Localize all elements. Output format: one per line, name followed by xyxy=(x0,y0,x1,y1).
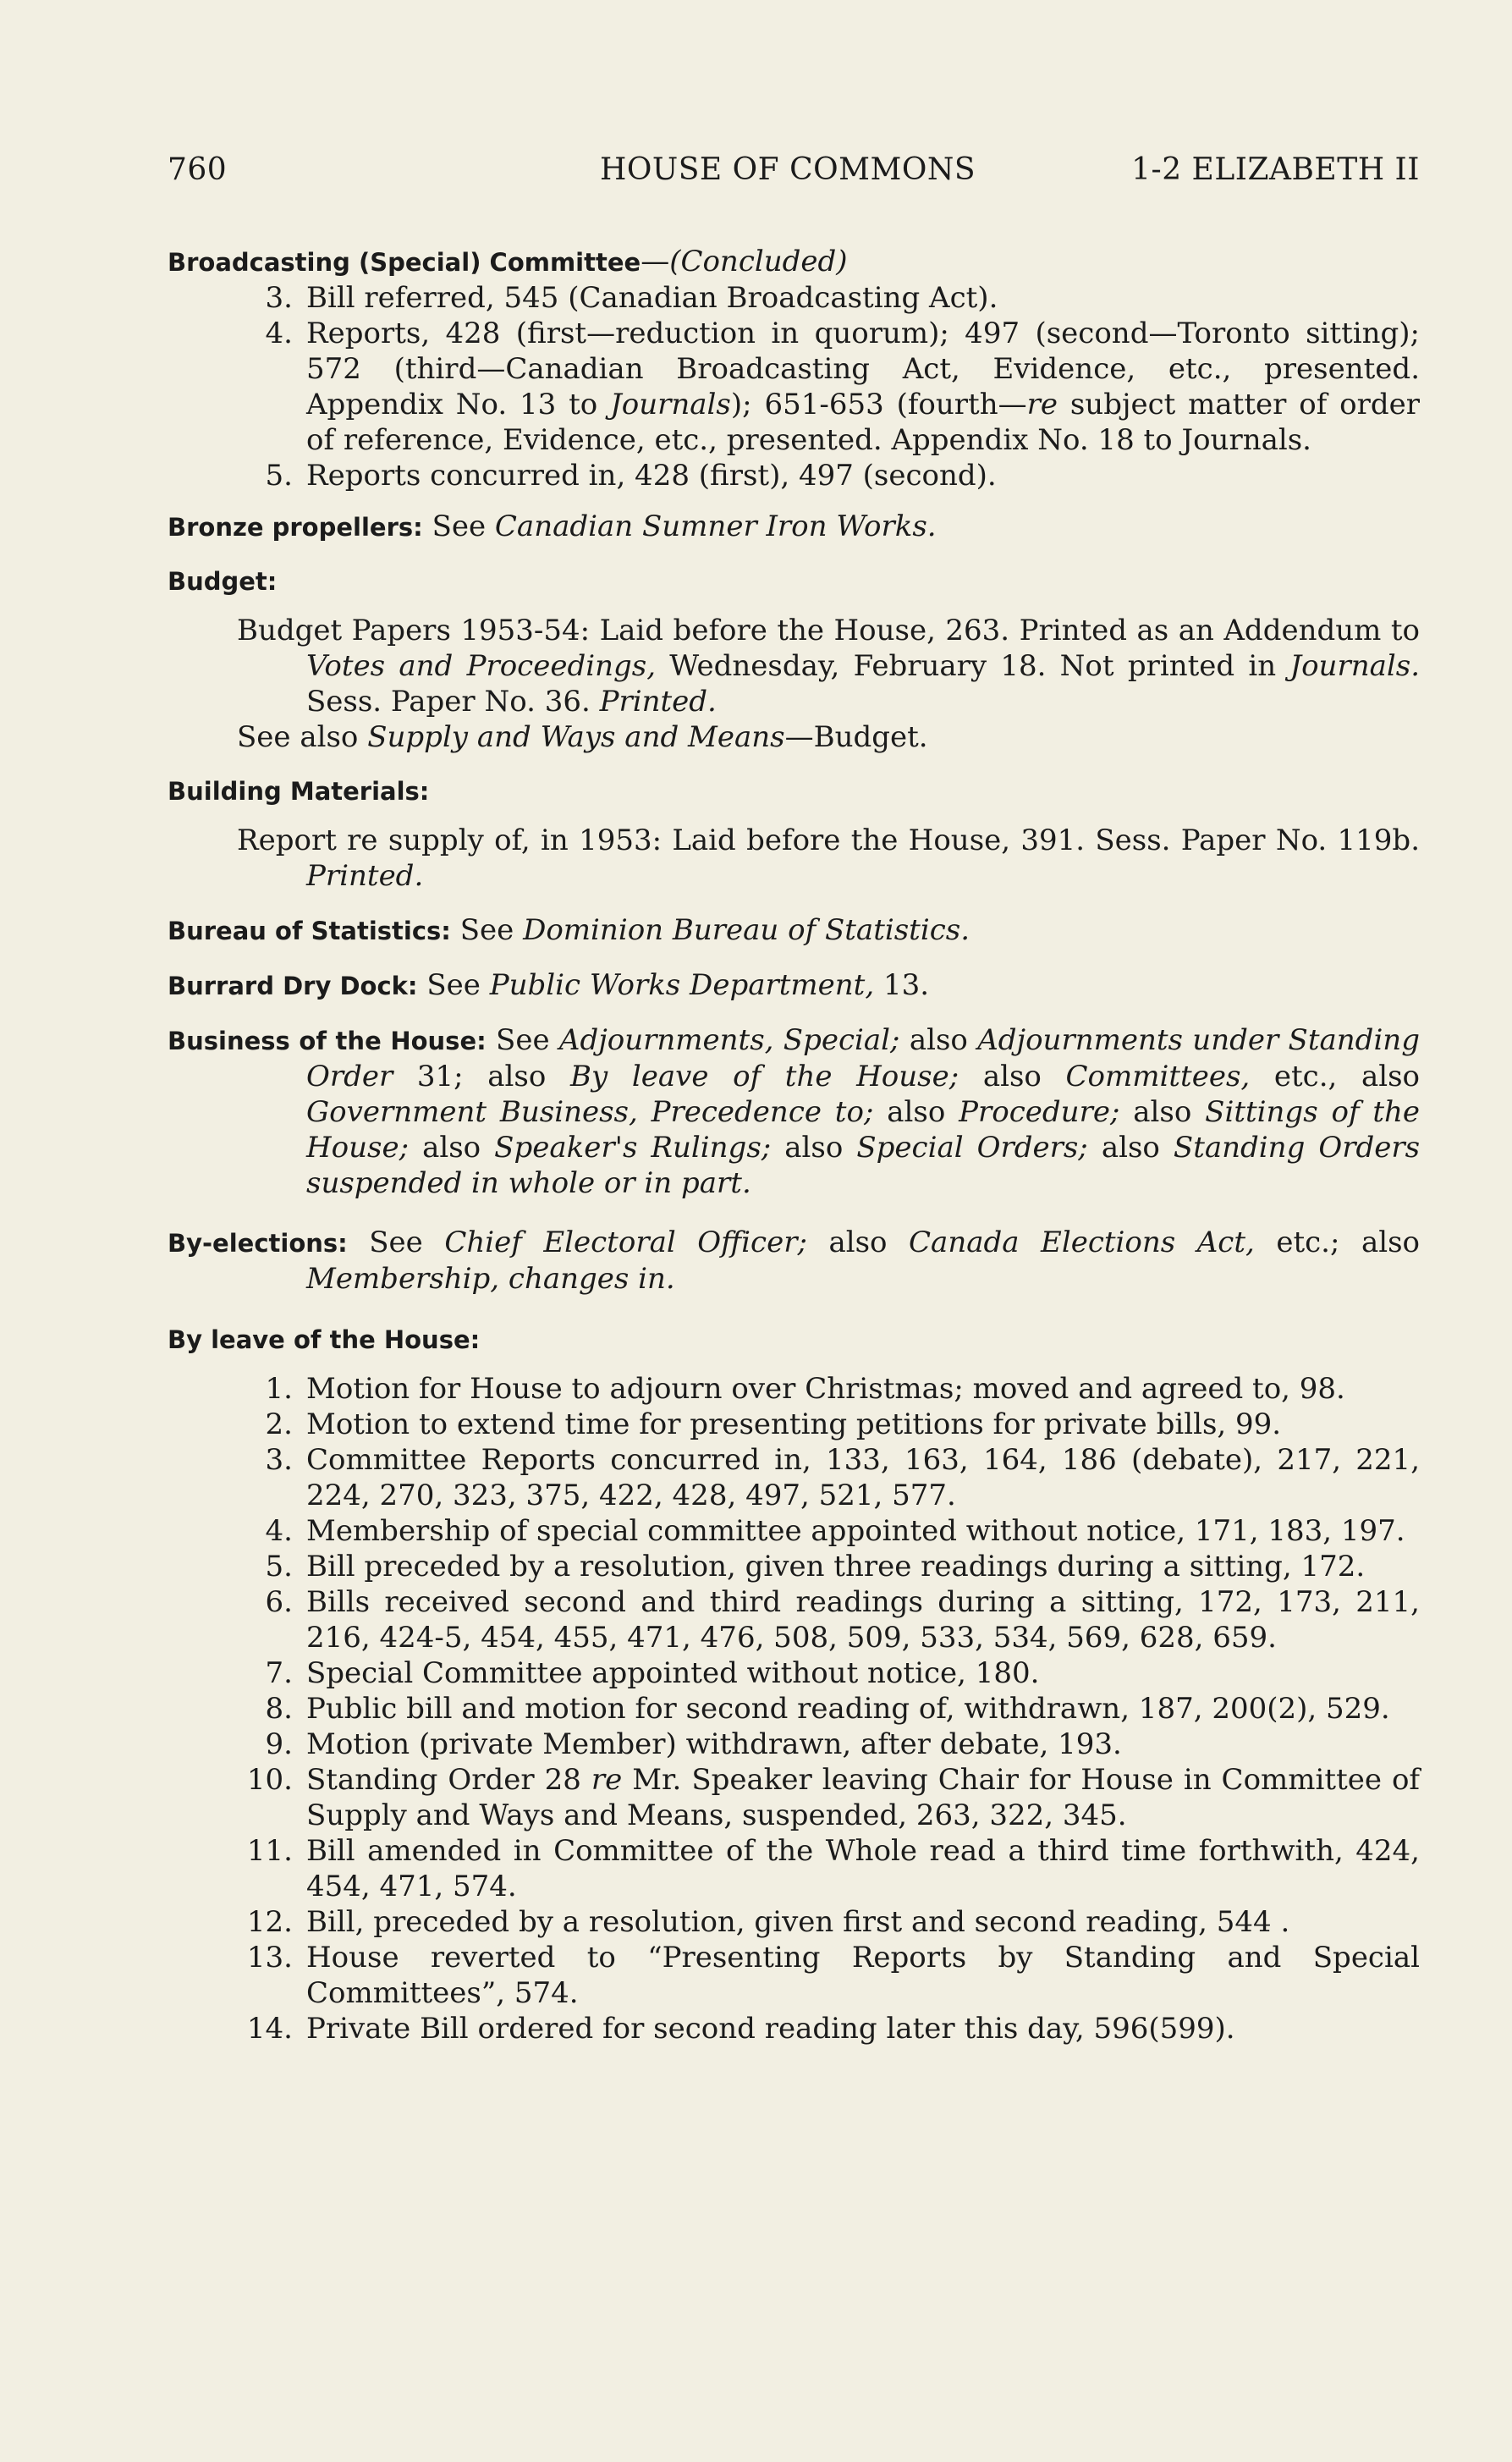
item-text: Standing Order 28 xyxy=(306,1763,591,1797)
cross-reference: Canadian Sumner Iron Works. xyxy=(494,509,937,543)
cross-reference: Standing Orders suspended in whole or in part. xyxy=(306,1131,1421,1200)
item-number: 4. xyxy=(265,1514,293,1548)
item-text: Bill, preceded by a resolution, given first and second reading, 544 . xyxy=(306,1905,1290,1939)
item-number: 11. xyxy=(246,1834,293,1868)
item-number: 3. xyxy=(265,281,293,315)
list-item xyxy=(168,2011,1420,2046)
list-item xyxy=(168,1727,1420,1762)
entry-heading: Bronze propellers: xyxy=(168,513,423,542)
cross-reference: Sittings of the House; xyxy=(306,1095,1421,1165)
cross-reference: Membership, changes in. xyxy=(306,1262,675,1296)
list-item xyxy=(168,280,1420,316)
see-word: See xyxy=(426,968,481,1002)
entry-heading: By leave of the House: xyxy=(168,1325,481,1354)
also-word: also xyxy=(1133,1095,1192,1129)
list-item xyxy=(168,1833,1420,1904)
cross-reference: Special Orders; xyxy=(856,1131,1088,1165)
item-number: 2. xyxy=(265,1407,293,1441)
numbered-list xyxy=(168,280,1420,493)
see-word: See xyxy=(496,1023,550,1057)
entry-heading: By-elections: xyxy=(168,1229,348,1258)
heading-dash: — xyxy=(641,245,670,278)
entry-heading: Bureau of Statistics: xyxy=(168,917,451,945)
entry-heading: Burrard Dry Dock: xyxy=(168,972,418,1000)
cross-reference: Journals. xyxy=(1289,649,1421,683)
para-text: Budget Papers 1953-54: Laid before the House, 263. Printed as an Addendum to xyxy=(237,614,1420,647)
running-title: HOUSE OF COMMONS xyxy=(600,152,976,187)
see-word: See xyxy=(459,913,514,947)
entry-bureau-of-statistics xyxy=(168,912,1420,949)
list-item xyxy=(168,1904,1420,1940)
item-text: Motion to extend time for presenting petitions for private bills, 99. xyxy=(306,1407,1282,1441)
list-item xyxy=(168,316,1420,458)
cross-reference: Chief Electoral Officer; xyxy=(444,1225,807,1259)
body-paragraph xyxy=(168,719,1420,755)
list-item xyxy=(168,458,1420,493)
index-content xyxy=(168,244,1420,2065)
para-text: See also xyxy=(237,720,368,754)
item-number: 5. xyxy=(265,1550,293,1584)
item-ref: re xyxy=(1026,388,1058,421)
cross-reference: Canada Elections Act, xyxy=(909,1225,1255,1259)
item-number: 9. xyxy=(265,1727,293,1761)
item-number: 6. xyxy=(265,1585,293,1619)
also-word: also xyxy=(982,1060,1042,1093)
item-number: 8. xyxy=(265,1692,293,1726)
also-word: also xyxy=(909,1023,968,1057)
page-ref: 13. xyxy=(882,968,930,1002)
item-number: 1. xyxy=(265,1372,293,1406)
item-text: Bill amended in Committee of the Whole read a third time forthwith, 424, 454, 471, 574. xyxy=(306,1834,1420,1903)
list-item xyxy=(168,1940,1420,2011)
item-number: 14. xyxy=(246,2012,293,2046)
also-word: also xyxy=(784,1131,844,1165)
item-text: subject matter of order of reference, Evidence, etc., presented. Appendix No. 18 to Journals. xyxy=(306,388,1420,457)
see-word: See xyxy=(369,1225,423,1259)
item-text: Committee Reports concurred in, 133, 163, 164, 186 (debate), 217, 221, 224, 270, 323, 375, 422, 428, 497, 521, 577. xyxy=(306,1443,1420,1512)
concluded-note: (Concluded) xyxy=(669,245,848,278)
cross-reference: Adjournments, Special; xyxy=(558,1023,900,1057)
item-ref: Journals xyxy=(610,388,731,421)
list-item xyxy=(168,1655,1420,1691)
entry-building-materials xyxy=(168,774,1420,894)
item-ref: re xyxy=(591,1763,623,1797)
entry-heading: Broadcasting (Special) Committee xyxy=(168,248,641,277)
item-text: Bill referred, 545 (Canadian Broadcasting Act). xyxy=(306,281,998,315)
item-text: Reports concurred in, 428 (first), 497 (second). xyxy=(306,459,997,493)
cross-reference: Adjournments under Standing Order xyxy=(306,1023,1420,1093)
also-word: also xyxy=(887,1095,946,1129)
para-text: Wednesday, February 18. Not printed in xyxy=(656,649,1290,683)
list-item xyxy=(168,1442,1420,1513)
para-text: etc., also xyxy=(1273,1060,1421,1093)
entry-broadcasting xyxy=(168,244,1420,493)
para-text: —Budget. xyxy=(784,720,928,754)
item-text: Private Bill ordered for second reading later this day, 596(599). xyxy=(306,2012,1235,2046)
list-item xyxy=(168,1371,1420,1407)
entry-heading: Building Materials: xyxy=(168,777,430,806)
regnal-years: 1-2 ELIZABETH II xyxy=(1131,152,1420,187)
see-word: See xyxy=(432,509,487,543)
item-number: 3. xyxy=(265,1443,293,1477)
item-number: 5. xyxy=(265,459,293,493)
item-number: 10. xyxy=(246,1763,293,1797)
item-text: Bill preceded by a resolution, given three readings during a sitting, 172. xyxy=(306,1550,1366,1584)
item-text: Membership of special committee appointed without notice, 171, 183, 197. xyxy=(306,1514,1405,1548)
item-text: ); 651-653 (fourth— xyxy=(730,388,1027,421)
item-number: 13. xyxy=(246,1941,293,1975)
cross-reference: Speaker's Rulings; xyxy=(494,1131,772,1165)
cross-reference: Votes and Proceedings, xyxy=(306,649,657,683)
entry-bronze-propellers xyxy=(168,509,1420,545)
entry-budget xyxy=(168,564,1420,755)
cross-reference: By leave of the House; xyxy=(570,1060,959,1093)
printed-note: Printed. xyxy=(306,859,424,893)
item-text: Motion for House to adjourn over Christmas; moved and agreed to, 98. xyxy=(306,1372,1345,1406)
entry-business-of-the-house xyxy=(168,1022,1420,1201)
entry-heading: Business of the House: xyxy=(168,1027,487,1055)
item-text: House reverted to “Presenting Reports by Standing and Special Committees”, 574. xyxy=(306,1941,1420,2010)
list-item xyxy=(168,1549,1420,1584)
page-number: 760 xyxy=(168,152,228,187)
item-text: Special Committee appointed without notice, 180. xyxy=(306,1656,1040,1690)
item-text: Mr. Speaker leaving Chair for House in Committee of Supply and Ways and Means, suspended, 263, 322, 345. xyxy=(306,1763,1420,1832)
cross-reference: Procedure; xyxy=(959,1095,1120,1129)
list-item xyxy=(168,1584,1420,1655)
entry-by-leave-of-the-house xyxy=(168,1322,1420,2046)
list-item xyxy=(168,1513,1420,1549)
list-item xyxy=(168,1407,1420,1442)
list-item xyxy=(168,1762,1420,1833)
entry-by-elections xyxy=(168,1225,1420,1297)
para-text: 31; also xyxy=(416,1060,547,1093)
item-number: 12. xyxy=(246,1905,293,1939)
cross-reference: Dominion Bureau of Statistics. xyxy=(523,913,970,947)
also-word: also xyxy=(1101,1131,1160,1165)
para-text: etc.; also xyxy=(1276,1225,1421,1259)
body-paragraph xyxy=(168,823,1420,894)
cross-reference: Government Business, Precedence to; xyxy=(306,1095,874,1129)
also-word: also xyxy=(422,1131,481,1165)
item-text: Reports, 428 (first—reduction in quorum); 497 (second—Toronto sitting); 572 (third—Canadian Broadcasting Act, Evidence, etc., presented. Appendix No. 13 to xyxy=(306,317,1420,421)
list-item xyxy=(168,1691,1420,1727)
entry-burrard-dry-dock xyxy=(168,967,1420,1004)
cross-reference: Supply and Ways and Means xyxy=(367,720,785,754)
printed-note: Printed. xyxy=(599,685,717,719)
item-number: 7. xyxy=(265,1656,293,1690)
para-text: Sess. Paper No. 36. xyxy=(306,685,600,719)
also-word: also xyxy=(828,1225,888,1259)
body-paragraph xyxy=(168,613,1420,719)
item-number: 4. xyxy=(265,317,293,350)
item-text: Public bill and motion for second reading of, withdrawn, 187, 200(2), 529. xyxy=(306,1692,1390,1726)
para-text: Report re supply of, in 1953: Laid before the House, 391. Sess. Paper No. 119b. xyxy=(237,823,1420,857)
cross-reference: Public Works Department, xyxy=(489,968,875,1002)
item-text: Motion (private Member) withdrawn, after debate, 193. xyxy=(306,1727,1122,1761)
cross-reference: Committees, xyxy=(1065,1060,1251,1093)
numbered-list xyxy=(168,1371,1420,2046)
entry-heading: Budget: xyxy=(168,567,278,596)
item-text: Bills received second and third readings during a sitting, 172, 173, 211, 216, 424-5, 454, 455, 471, 476, 508, 509, 533, 534, 569, 628, 659. xyxy=(306,1585,1420,1655)
